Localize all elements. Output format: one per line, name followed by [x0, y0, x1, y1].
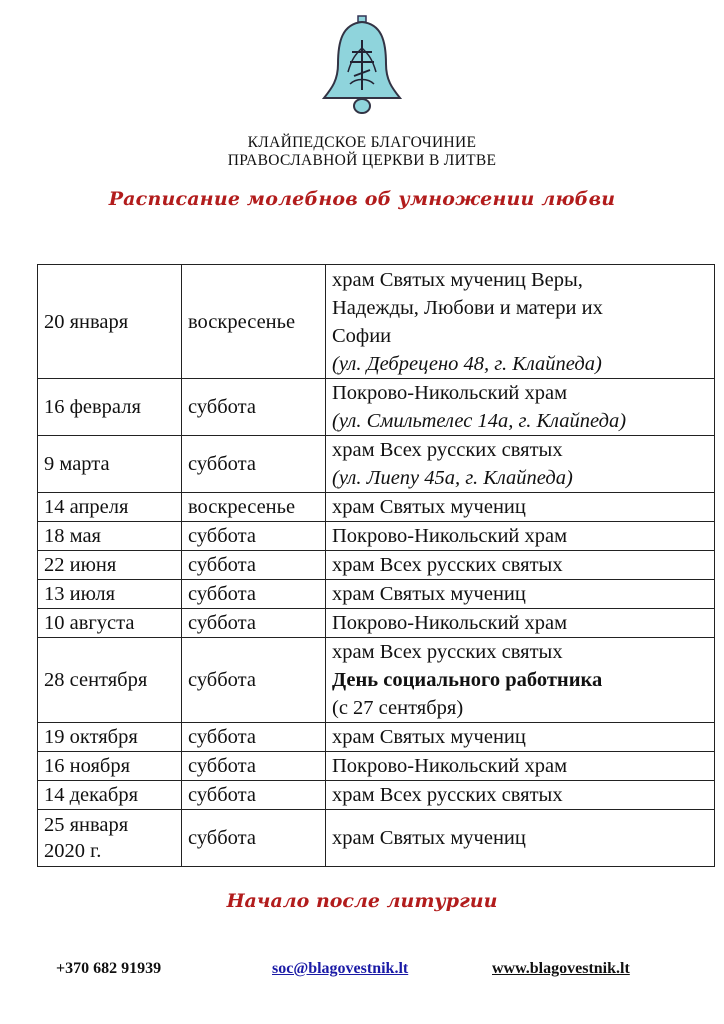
place-cell: [326, 436, 715, 493]
place-cell: храм Святых мучениц: [326, 493, 715, 522]
date-line: 25 января: [44, 814, 129, 836]
table-row: [38, 522, 715, 551]
phone-number: +370 682 91939: [56, 960, 162, 977]
place-cell: Покрово-Никольский храм: [326, 522, 715, 551]
table-row: [38, 723, 715, 752]
table-row: [38, 609, 715, 638]
organization-line-1: КЛАЙПЕДСКОЕ БЛАГОЧИНИЕ: [247, 134, 477, 151]
weekday-cell: суббота: [182, 580, 326, 609]
table-row: [38, 551, 715, 580]
page-title: Расписание молебнов об умножении любви: [108, 188, 616, 210]
weekday-cell: суббота: [182, 551, 326, 580]
place-line: храм Всех русских святых: [332, 439, 563, 461]
organization-line-2: ПРАВОСЛАВНОЙ ЦЕРКВИ В ЛИТВЕ: [227, 152, 497, 169]
place-cell: храм Всех русских святых: [326, 551, 715, 580]
place-line: храм Всех русских святых: [332, 641, 563, 663]
weekday-cell: суббота: [182, 522, 326, 551]
weekday-cell: воскресенье: [182, 493, 326, 522]
table-row: [38, 580, 715, 609]
date-cell: 19 октября: [38, 723, 182, 752]
weekday-cell: воскресенье: [182, 265, 326, 379]
organization-name: [0, 134, 724, 170]
date-cell: 14 декабря: [38, 781, 182, 810]
event-note-bold: День социального работника: [332, 669, 603, 691]
address-line: (ул. Смильтелес 14а, г. Клайпеда): [332, 410, 627, 432]
table-row: [38, 379, 715, 436]
place-cell: храм Святых мучениц: [326, 810, 715, 867]
place-line: Надежды, Любови и матери их: [332, 296, 603, 319]
schedule-table: [37, 264, 715, 867]
address-line: (ул. Дебрецено 48, г. Клайпеда): [332, 352, 602, 375]
place-cell: храм Всех русских святых: [326, 781, 715, 810]
place-cell: Покрово-Никольский храм: [326, 609, 715, 638]
weekday-cell: суббота: [182, 723, 326, 752]
date-cell: 9 марта: [38, 436, 182, 493]
date-cell: 20 января: [38, 265, 182, 379]
date-line: 2020 г.: [44, 840, 102, 862]
date-cell: [38, 810, 182, 867]
table-row: [38, 436, 715, 493]
bell-emblem-icon: [320, 14, 404, 118]
place-cell: храм Святых мучениц: [326, 580, 715, 609]
weekday-cell: суббота: [182, 752, 326, 781]
date-cell: 16 ноября: [38, 752, 182, 781]
date-cell: 28 сентября: [38, 638, 182, 723]
place-cell: храм Святых мучениц: [326, 723, 715, 752]
table-row: [38, 638, 715, 723]
date-cell: 14 апреля: [38, 493, 182, 522]
date-cell: 10 августа: [38, 609, 182, 638]
place-line: Покрово-Никольский храм: [332, 382, 568, 404]
date-cell: 22 июня: [38, 551, 182, 580]
start-note: Начало после литургии: [226, 890, 498, 912]
website-link[interactable]: www.blagovestnik.lt: [492, 960, 630, 977]
date-cell: 18 мая: [38, 522, 182, 551]
date-cell: 13 июля: [38, 580, 182, 609]
table-row: [38, 265, 715, 379]
weekday-cell: суббота: [182, 609, 326, 638]
place-cell: [326, 638, 715, 723]
table-row: [38, 810, 715, 867]
date-cell: 16 февраля: [38, 379, 182, 436]
email-link[interactable]: soc@blagovestnik.lt: [272, 960, 409, 977]
place-cell: [326, 265, 715, 379]
address-line: (ул. Лиепу 45а, г. Клайпеда): [332, 467, 573, 489]
place-cell: Покрово-Никольский храм: [326, 752, 715, 781]
weekday-cell: суббота: [182, 436, 326, 493]
table-row: [38, 781, 715, 810]
table-row: [38, 493, 715, 522]
weekday-cell: суббота: [182, 638, 326, 723]
weekday-cell: суббота: [182, 810, 326, 867]
place-cell: [326, 379, 715, 436]
weekday-cell: суббота: [182, 781, 326, 810]
place-line: храм Святых мучениц Веры,: [332, 268, 583, 291]
place-line: Софии: [332, 324, 392, 347]
event-note: (с 27 сентября): [332, 697, 464, 719]
weekday-cell: суббота: [182, 379, 326, 436]
table-row: [38, 752, 715, 781]
